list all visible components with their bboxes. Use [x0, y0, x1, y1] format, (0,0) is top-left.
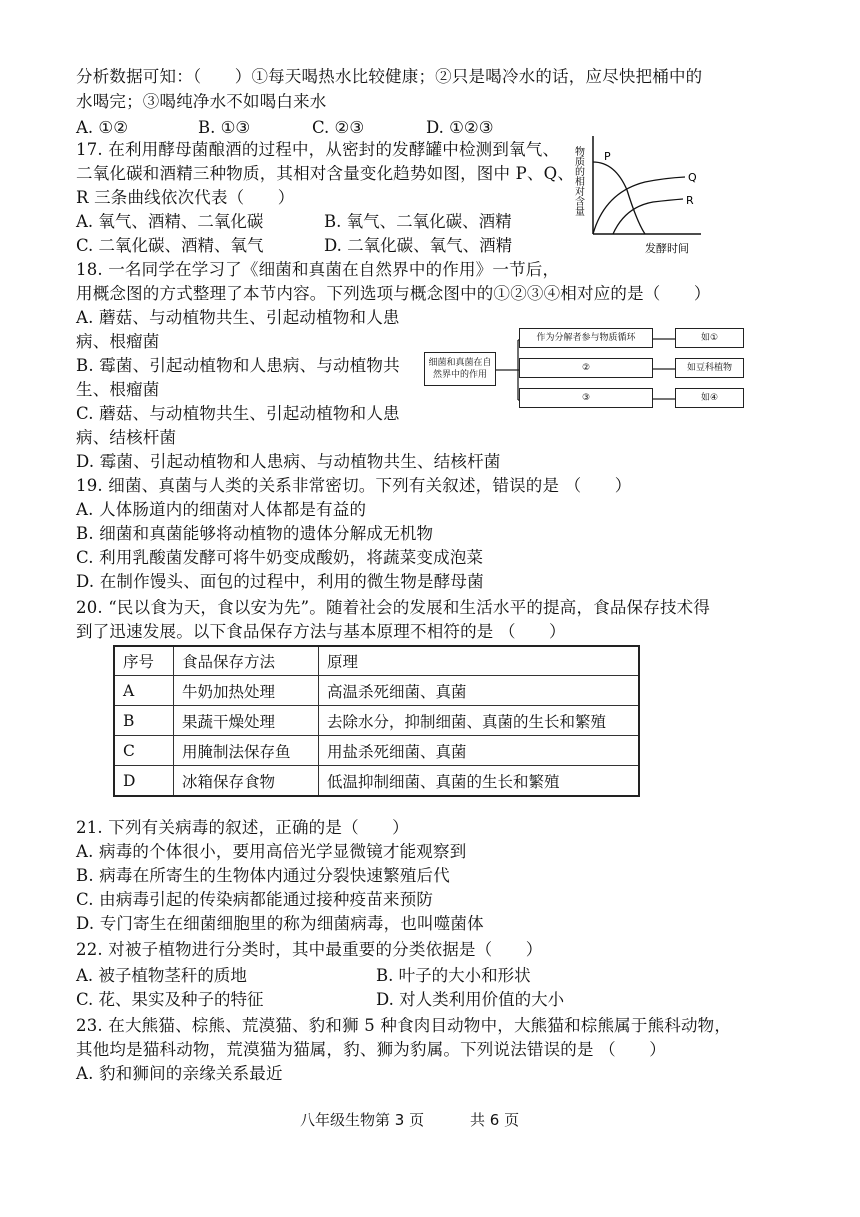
q17-option-d: D. 二氧化碳、氧气、酒精: [324, 236, 513, 255]
concept-root-box: 细菌和真菌在自然界中的作用: [424, 352, 496, 386]
cell-index: A: [114, 676, 174, 706]
q18-stem-line1: 18. 一名同学在学习了《细菌和真菌在自然界中的作用》一节后，: [76, 260, 560, 279]
curve-p-label: P: [604, 150, 611, 163]
page-total: 共 6 页: [470, 1111, 520, 1129]
cell-method: 冰箱保存食物: [174, 766, 319, 797]
q19-option-c: C. 利用乳酸菌发酵可将牛奶变成酸奶，将蔬菜变成泡菜: [76, 548, 484, 567]
q19-option-a: A. 人体肠道内的细菌对人体都是有益的: [76, 500, 367, 519]
concept-example-1: 如①: [675, 328, 744, 348]
table-row: [114, 676, 639, 706]
q23-option-a: A. 豹和狮间的亲缘关系最近: [76, 1064, 283, 1083]
q23-stem-line2: 其他均是猫科动物，荒漠猫为猫属，豹、狮为豹属。下列说法错误的是 （ ）: [76, 1040, 666, 1059]
q17-stem-line2: 二氧化碳和酒精三种物质，其相对含量变化趋势如图，图中 P、Q、: [76, 164, 575, 183]
cell-method: 牛奶加热处理: [174, 676, 319, 706]
q16-option-b: B. ①③: [198, 118, 251, 137]
q17-option-c: C. 二氧化碳、酒精、氧气: [76, 236, 264, 255]
table-row: [114, 706, 639, 736]
q18-option-b-line2: 生、根瘤菌: [76, 380, 160, 399]
q17-stem-line3: R 三条曲线依次代表（ ）: [76, 188, 295, 207]
q16-option-a: A. ①②: [76, 118, 128, 137]
graph-x-label: 发酵时间: [645, 242, 689, 255]
q22-option-a: A. 被子植物茎秆的质地: [76, 966, 247, 985]
q21-option-c: C. 由病毒引起的传染病都能通过接种疫苗来预防: [76, 890, 434, 909]
q16-stem-line2: 水喝完；③喝纯净水不如喝白来水: [76, 92, 327, 111]
q22-option-d: D. 对人类利用价值的大小: [376, 990, 565, 1009]
food-storage-table: [113, 645, 640, 797]
cell-principle: 高温杀死细菌、真菌: [319, 676, 640, 706]
q18-option-c-line1: C. 蘑菇、与动植物共生、引起动植物和人患: [76, 404, 400, 423]
page-number: 八年级生物第 3 页: [300, 1111, 425, 1129]
q21-stem: 21. 下列有关病毒的叙述，正确的是（ ）: [76, 818, 409, 837]
q17-option-a: A. 氧气、酒精、二氧化碳: [76, 212, 264, 231]
curve-q-label: Q: [688, 171, 697, 184]
graph-y-label: 物质的相对含量: [572, 146, 584, 216]
header-method: 食品保存方法: [174, 646, 319, 676]
cell-index: B: [114, 706, 174, 736]
q18-option-a-line1: A. 蘑菇、与动植物共生、引起动植物和人患: [76, 308, 400, 327]
cell-index: C: [114, 736, 174, 766]
q18-option-c-line2: 病、结核杆菌: [76, 428, 177, 447]
cell-principle: 用盐杀死细菌、真菌: [319, 736, 640, 766]
q21-option-d: D. 专门寄生在细菌细胞里的称为细菌病毒，也叫噬菌体: [76, 914, 484, 933]
concept-example-2: 如豆科植物: [675, 358, 744, 378]
header-principle: 原理: [319, 646, 640, 676]
q18-option-d: D. 霉菌、引起动植物和人患病、与动植物共生、结核杆菌: [76, 452, 501, 471]
q18-option-b-line1: B. 霉菌、引起动植物和人患病、与动植物共: [76, 356, 400, 375]
q16-option-d: D. ①②③: [426, 118, 494, 137]
table-row: [114, 736, 639, 766]
q20-stem-line2: 到了迅速发展。以下食品保存方法与基本原理不相符的是 （ ）: [76, 622, 566, 641]
concept-branch-2: ②: [519, 358, 653, 378]
concept-example-3: 如④: [675, 388, 744, 408]
q16-stem-line1: 分析数据可知：（ ）①每天喝热水比较健康；②只是喝冷水的话，应尽快把桶中的: [76, 67, 703, 86]
q21-option-b: B. 病毒在所寄生的生物体内通过分裂快速繁殖后代: [76, 866, 450, 885]
q19-option-d: D. 在制作馒头、面包的过程中，利用的微生物是酵母菌: [76, 572, 484, 591]
q22-option-b: B. 叶子的大小和形状: [376, 966, 531, 985]
q21-option-a: A. 病毒的个体很小，要用高倍光学显微镜才能观察到: [76, 842, 467, 861]
curve-r-label: R: [686, 194, 694, 207]
q17-stem-line1: 17. 在利用酵母菌酿酒的过程中，从密封的发酵罐中检测到氧气、: [76, 140, 560, 159]
q22-stem: 22. 对被子植物进行分类时，其中最重要的分类依据是（ ）: [76, 940, 543, 959]
table-header-row: [114, 646, 639, 676]
q19-option-b: B. 细菌和真菌能够将动植物的遗体分解成无机物: [76, 524, 434, 543]
q20-stem-line1: 20. “民以食为天，食以安为先”。随着社会的发展和生活水平的提高，食品保存技术得: [76, 598, 711, 617]
cell-method: 用腌制法保存鱼: [174, 736, 319, 766]
cell-index: D: [114, 766, 174, 797]
cell-principle: 去除水分，抑制细菌、真菌的生长和繁殖: [319, 706, 640, 736]
concept-branch-1: 作为分解者参与物质循环: [519, 328, 653, 348]
q23-stem-line1: 23. 在大熊猫、棕熊、荒漠猫、豹和狮 5 种食肉目动物中，大熊猫和棕熊属于熊科动物，: [76, 1016, 732, 1035]
q17-option-b: B. 氧气、二氧化碳、酒精: [324, 212, 512, 231]
q19-stem: 19. 细菌、真菌与人类的关系非常密切。下列有关叙述，错误的是 （ ）: [76, 476, 632, 495]
table-row: [114, 766, 639, 797]
concept-branch-3: ③: [519, 388, 653, 408]
curve-q: [593, 177, 685, 234]
q18-stem-line2: 用概念图的方式整理了本节内容。下列选项与概念图中的①②③④相对应的是（ ）: [76, 284, 711, 303]
header-index: 序号: [114, 646, 174, 676]
fermentation-graph: [572, 132, 705, 258]
q18-option-a-line2: 病、根瘤菌: [76, 332, 160, 351]
cell-method: 果蔬干燥处理: [174, 706, 319, 736]
cell-principle: 低温抑制细菌、真菌的生长和繁殖: [319, 766, 640, 797]
curve-r: [613, 199, 683, 234]
q22-option-c: C. 花、果实及种子的特征: [76, 990, 264, 1009]
q16-option-c: C. ②③: [312, 118, 365, 137]
